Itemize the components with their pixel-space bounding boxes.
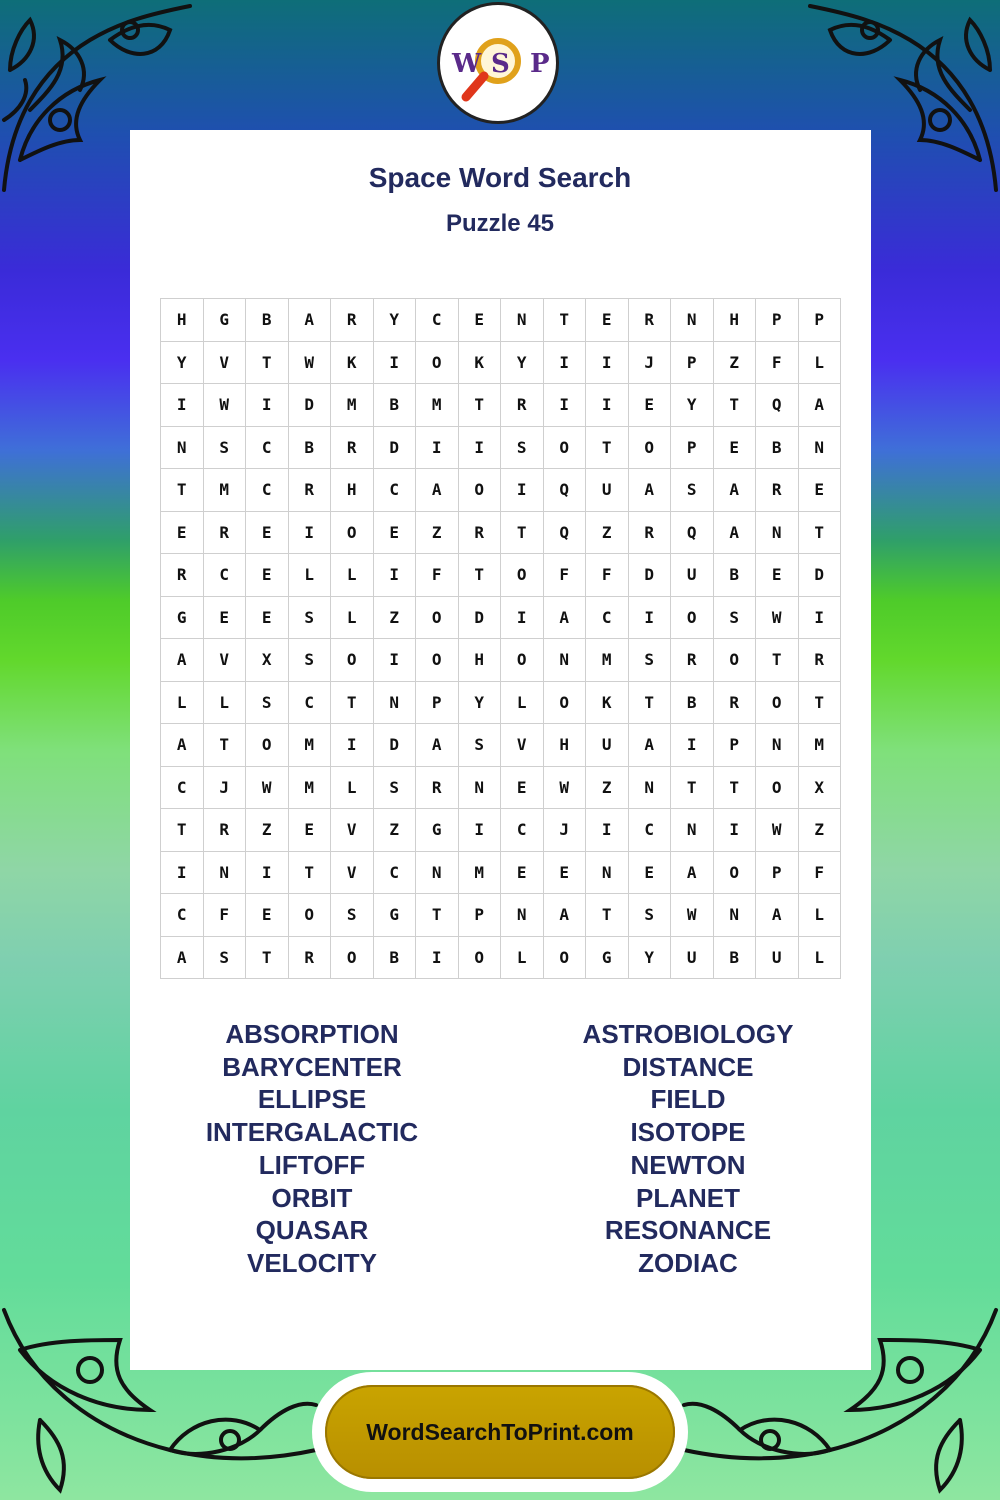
grid-cell[interactable]: I xyxy=(374,554,417,597)
grid-cell[interactable]: S xyxy=(289,639,332,682)
grid-cell[interactable]: E xyxy=(204,597,247,640)
word-list-item: ABSORPTION xyxy=(225,1019,399,1049)
grid-cell[interactable]: P xyxy=(671,427,714,470)
website-link-button[interactable]: WordSearchToPrint.com xyxy=(325,1385,675,1479)
grid-cell[interactable]: W xyxy=(756,597,799,640)
grid-cell[interactable]: T xyxy=(161,809,204,852)
logo-letter-w: W xyxy=(452,49,482,79)
grid-cell[interactable]: R xyxy=(501,384,544,427)
grid-cell[interactable]: L xyxy=(501,682,544,725)
grid-cell[interactable]: E xyxy=(501,852,544,895)
grid-cell[interactable]: P xyxy=(459,894,502,937)
grid-cell[interactable]: T xyxy=(204,724,247,767)
grid-cell[interactable]: L xyxy=(161,682,204,725)
grid-cell[interactable]: Y xyxy=(459,682,502,725)
grid-cell[interactable]: L xyxy=(799,937,842,980)
word-list-item: ZODIAC xyxy=(638,1247,738,1278)
grid-cell[interactable]: O xyxy=(459,469,502,512)
grid-cell[interactable]: F xyxy=(544,554,587,597)
grid-cell[interactable]: D xyxy=(374,724,417,767)
grid-cell[interactable]: D xyxy=(799,554,842,597)
grid-cell[interactable]: Z xyxy=(714,342,757,385)
letter-grid xyxy=(160,298,841,979)
grid-cell[interactable]: A xyxy=(799,384,842,427)
grid-cell[interactable]: C xyxy=(204,554,247,597)
grid-cell[interactable]: U xyxy=(671,554,714,597)
grid-cell[interactable]: I xyxy=(501,469,544,512)
grid-cell[interactable]: F xyxy=(799,852,842,895)
grid-cell[interactable]: B xyxy=(246,299,289,342)
grid-cell[interactable]: B xyxy=(289,427,332,470)
grid-cell[interactable]: J xyxy=(204,767,247,810)
grid-cell[interactable]: T xyxy=(799,512,842,555)
grid-cell[interactable]: M xyxy=(586,639,629,682)
grid-cell[interactable]: V xyxy=(204,639,247,682)
grid-cell[interactable]: A xyxy=(416,724,459,767)
grid-cell[interactable]: H xyxy=(331,469,374,512)
grid-cell[interactable]: N xyxy=(374,682,417,725)
grid-cell[interactable]: F xyxy=(586,554,629,597)
grid-cell[interactable]: C xyxy=(246,469,289,512)
grid-cell[interactable]: Z xyxy=(374,809,417,852)
grid-cell[interactable]: E xyxy=(544,852,587,895)
grid-cell[interactable]: U xyxy=(586,469,629,512)
grid-cell[interactable]: T xyxy=(246,342,289,385)
grid-cell[interactable]: H xyxy=(161,299,204,342)
grid-cell[interactable]: Z xyxy=(246,809,289,852)
grid-cell[interactable]: W xyxy=(289,342,332,385)
grid-cell[interactable]: P xyxy=(756,299,799,342)
grid-cell[interactable]: W xyxy=(246,767,289,810)
grid-cell[interactable]: T xyxy=(289,852,332,895)
grid-cell[interactable]: T xyxy=(756,639,799,682)
grid-cell[interactable]: F xyxy=(204,894,247,937)
word-list-item: BARYCENTER xyxy=(222,1051,402,1082)
grid-cell[interactable]: R xyxy=(671,639,714,682)
grid-cell[interactable]: M xyxy=(204,469,247,512)
word-list-item: VELOCITY xyxy=(246,1247,377,1278)
grid-cell[interactable]: T xyxy=(246,937,289,980)
grid-cell[interactable]: I xyxy=(501,597,544,640)
grid-cell[interactable]: C xyxy=(586,597,629,640)
grid-cell[interactable]: E xyxy=(756,554,799,597)
grid-cell[interactable]: G xyxy=(416,809,459,852)
grid-cell[interactable]: F xyxy=(416,554,459,597)
grid-cell[interactable]: O xyxy=(416,342,459,385)
grid-cell[interactable]: S xyxy=(629,639,672,682)
grid-cell[interactable]: O xyxy=(756,682,799,725)
grid-cell[interactable]: A xyxy=(544,894,587,937)
grid-cell[interactable]: R xyxy=(416,767,459,810)
grid-cell[interactable]: A xyxy=(416,469,459,512)
grid-cell[interactable]: T xyxy=(331,682,374,725)
grid-cell[interactable]: O xyxy=(544,427,587,470)
grid-cell[interactable]: B xyxy=(714,937,757,980)
grid-cell[interactable]: A xyxy=(629,469,672,512)
grid-cell[interactable]: E xyxy=(289,809,332,852)
grid-cell[interactable]: O xyxy=(246,724,289,767)
grid-cell[interactable]: A xyxy=(714,512,757,555)
grid-cell[interactable]: L xyxy=(501,937,544,980)
grid-cell[interactable]: O xyxy=(671,597,714,640)
grid-cell[interactable]: I xyxy=(586,384,629,427)
grid-cell[interactable]: E xyxy=(714,427,757,470)
grid-cell[interactable]: S xyxy=(714,597,757,640)
grid-cell[interactable]: E xyxy=(246,597,289,640)
grid-cell[interactable]: A xyxy=(671,852,714,895)
grid-cell[interactable]: O xyxy=(629,427,672,470)
grid-cell[interactable]: O xyxy=(289,894,332,937)
grid-cell[interactable]: M xyxy=(331,384,374,427)
grid-cell[interactable]: R xyxy=(331,427,374,470)
grid-cell[interactable]: V xyxy=(331,809,374,852)
grid-cell[interactable]: C xyxy=(629,809,672,852)
grid-cell[interactable]: A xyxy=(161,724,204,767)
grid-cell[interactable]: T xyxy=(416,894,459,937)
grid-cell[interactable]: L xyxy=(799,342,842,385)
grid-cell[interactable]: A xyxy=(289,299,332,342)
grid-cell[interactable]: P xyxy=(799,299,842,342)
grid-cell[interactable]: S xyxy=(204,427,247,470)
grid-cell[interactable]: I xyxy=(416,427,459,470)
grid-cell[interactable]: C xyxy=(416,299,459,342)
grid-cell[interactable]: C xyxy=(501,809,544,852)
grid-cell[interactable]: I xyxy=(799,597,842,640)
grid-cell[interactable]: X xyxy=(246,639,289,682)
grid-cell[interactable]: N xyxy=(799,427,842,470)
grid-cell[interactable]: Y xyxy=(671,384,714,427)
grid-cell[interactable]: T xyxy=(586,427,629,470)
grid-cell[interactable]: S xyxy=(246,682,289,725)
grid-cell[interactable]: E xyxy=(501,767,544,810)
grid-cell[interactable]: I xyxy=(416,937,459,980)
grid-cell[interactable]: T xyxy=(671,767,714,810)
grid-cell[interactable]: C xyxy=(161,894,204,937)
grid-cell[interactable]: O xyxy=(501,639,544,682)
grid-cell[interactable]: U xyxy=(586,724,629,767)
grid-cell[interactable]: I xyxy=(544,384,587,427)
grid-cell[interactable]: T xyxy=(459,384,502,427)
grid-cell[interactable]: P xyxy=(756,852,799,895)
grid-cell[interactable]: R xyxy=(799,639,842,682)
grid-cell[interactable]: D xyxy=(374,427,417,470)
word-list-item: DISTANCE xyxy=(622,1051,754,1082)
word-list-item: ELLIPSE xyxy=(257,1084,367,1115)
grid-cell[interactable]: E xyxy=(246,512,289,555)
grid-cell[interactable]: G xyxy=(374,894,417,937)
grid-cell[interactable]: R xyxy=(331,299,374,342)
grid-cell[interactable]: L xyxy=(204,682,247,725)
grid-cell[interactable]: M xyxy=(289,767,332,810)
grid-cell[interactable]: E xyxy=(246,554,289,597)
grid-cell[interactable]: J xyxy=(544,809,587,852)
grid-cell[interactable]: N xyxy=(204,852,247,895)
word-list-item: QUASAR xyxy=(255,1215,369,1246)
grid-cell[interactable]: A xyxy=(544,597,587,640)
grid-cell[interactable]: X xyxy=(799,767,842,810)
grid-cell[interactable]: Z xyxy=(586,767,629,810)
grid-cell[interactable]: E xyxy=(629,384,672,427)
grid-cell[interactable]: Q xyxy=(756,384,799,427)
grid-cell[interactable]: W xyxy=(671,894,714,937)
grid-cell[interactable]: I xyxy=(374,639,417,682)
grid-cell[interactable]: V xyxy=(204,342,247,385)
grid-cell[interactable]: I xyxy=(459,427,502,470)
grid-cell[interactable]: T xyxy=(586,894,629,937)
grid-cell[interactable]: W xyxy=(544,767,587,810)
grid-cell[interactable]: O xyxy=(331,512,374,555)
grid-cell[interactable]: R xyxy=(204,512,247,555)
grid-cell[interactable]: B xyxy=(671,682,714,725)
grid-cell[interactable]: I xyxy=(374,342,417,385)
page-title: Space Word Search xyxy=(368,162,632,193)
word-list-item: NEWTON xyxy=(630,1149,746,1180)
grid-cell[interactable]: E xyxy=(459,299,502,342)
grid-cell[interactable]: I xyxy=(629,597,672,640)
grid-cell[interactable]: S xyxy=(374,767,417,810)
grid-cell[interactable]: L xyxy=(331,597,374,640)
word-list-right xyxy=(538,1018,838,1280)
grid-cell[interactable]: U xyxy=(671,937,714,980)
grid-cell[interactable]: B xyxy=(756,427,799,470)
grid-cell[interactable]: O xyxy=(459,937,502,980)
grid-cell[interactable]: K xyxy=(586,682,629,725)
grid-cell[interactable]: C xyxy=(289,682,332,725)
grid-cell[interactable]: Q xyxy=(671,512,714,555)
grid-cell[interactable]: D xyxy=(289,384,332,427)
grid-cell[interactable]: G xyxy=(586,937,629,980)
grid-cell[interactable]: I xyxy=(246,384,289,427)
grid-cell[interactable]: N xyxy=(629,767,672,810)
grid-cell[interactable]: F xyxy=(756,342,799,385)
grid-cell[interactable]: T xyxy=(161,469,204,512)
grid-cell[interactable]: E xyxy=(586,299,629,342)
grid-cell[interactable]: N xyxy=(586,852,629,895)
grid-cell[interactable]: D xyxy=(459,597,502,640)
grid-cell[interactable]: A xyxy=(161,639,204,682)
grid-cell[interactable]: A xyxy=(756,894,799,937)
grid-cell[interactable]: E xyxy=(629,852,672,895)
grid-cell[interactable]: A xyxy=(629,724,672,767)
grid-cell[interactable]: N xyxy=(459,767,502,810)
word-list-item: FIELD xyxy=(650,1084,726,1115)
grid-cell[interactable]: R xyxy=(629,512,672,555)
grid-cell[interactable]: O xyxy=(331,937,374,980)
logo-letter-s: S xyxy=(491,49,510,79)
grid-cell[interactable]: N xyxy=(416,852,459,895)
grid-cell[interactable]: N xyxy=(671,299,714,342)
grid-cell[interactable]: R xyxy=(629,299,672,342)
grid-cell[interactable]: Q xyxy=(544,469,587,512)
grid-cell[interactable]: O xyxy=(331,639,374,682)
grid-cell[interactable]: P xyxy=(416,682,459,725)
grid-cell[interactable]: N xyxy=(544,639,587,682)
word-list-item: ASTROBIOLOGY xyxy=(582,1019,794,1049)
grid-cell[interactable]: I xyxy=(161,384,204,427)
grid-cell[interactable]: O xyxy=(714,852,757,895)
grid-cell[interactable]: S xyxy=(501,427,544,470)
grid-cell[interactable]: Z xyxy=(374,597,417,640)
grid-cell[interactable]: S xyxy=(671,469,714,512)
grid-cell[interactable]: U xyxy=(756,937,799,980)
grid-cell[interactable]: O xyxy=(416,597,459,640)
word-list-item: RESONANCE xyxy=(604,1215,772,1246)
grid-cell[interactable]: S xyxy=(331,894,374,937)
grid-cell[interactable]: H xyxy=(544,724,587,767)
grid-cell[interactable]: A xyxy=(714,469,757,512)
grid-cell[interactable]: L xyxy=(799,894,842,937)
grid-cell[interactable]: B xyxy=(714,554,757,597)
grid-cell[interactable]: R xyxy=(289,937,332,980)
grid-cell[interactable]: S xyxy=(459,724,502,767)
grid-cell[interactable]: A xyxy=(161,937,204,980)
grid-cell[interactable]: R xyxy=(756,469,799,512)
grid-cell[interactable]: T xyxy=(544,299,587,342)
grid-cell[interactable]: M xyxy=(459,852,502,895)
grid-cell[interactable]: K xyxy=(459,342,502,385)
grid-cell[interactable]: E xyxy=(161,512,204,555)
grid-cell[interactable]: O xyxy=(416,639,459,682)
grid-cell[interactable]: M xyxy=(799,724,842,767)
grid-cell[interactable]: L xyxy=(331,767,374,810)
grid-cell[interactable]: R xyxy=(459,512,502,555)
word-list-item: LIFTOFF xyxy=(258,1149,366,1180)
word-list-left xyxy=(162,1018,462,1280)
grid-cell[interactable]: E xyxy=(799,469,842,512)
grid-cell[interactable]: I xyxy=(544,342,587,385)
grid-cell[interactable]: E xyxy=(246,894,289,937)
grid-cell[interactable]: R xyxy=(714,682,757,725)
grid-cell[interactable]: Y xyxy=(374,299,417,342)
grid-cell[interactable]: O xyxy=(714,639,757,682)
grid-cell[interactable]: M xyxy=(416,384,459,427)
grid-cell[interactable]: S xyxy=(204,937,247,980)
grid-cell[interactable]: I xyxy=(671,724,714,767)
grid-cell[interactable]: D xyxy=(629,554,672,597)
grid-cell[interactable]: O xyxy=(544,937,587,980)
word-list-item: PLANET xyxy=(636,1182,740,1213)
word-list-item: ISOTOPE xyxy=(630,1117,746,1148)
grid-cell[interactable]: N xyxy=(671,809,714,852)
grid-cell[interactable]: C xyxy=(161,767,204,810)
grid-cell[interactable]: T xyxy=(459,554,502,597)
grid-cell[interactable]: Z xyxy=(416,512,459,555)
grid-cell[interactable]: W xyxy=(756,809,799,852)
grid-cell[interactable]: M xyxy=(289,724,332,767)
grid-cell[interactable]: W xyxy=(204,384,247,427)
grid-cell[interactable]: P xyxy=(714,724,757,767)
grid-cell[interactable]: V xyxy=(331,852,374,895)
grid-cell[interactable]: E xyxy=(374,512,417,555)
grid-cell[interactable]: I xyxy=(586,809,629,852)
grid-cell[interactable]: Q xyxy=(544,512,587,555)
grid-cell[interactable]: I xyxy=(246,852,289,895)
grid-cell[interactable]: Y xyxy=(161,342,204,385)
grid-cell[interactable]: O xyxy=(756,767,799,810)
grid-cell[interactable]: I xyxy=(714,809,757,852)
grid-cell[interactable]: N xyxy=(756,512,799,555)
grid-cell[interactable]: H xyxy=(714,299,757,342)
grid-cell[interactable]: I xyxy=(459,809,502,852)
grid-cell[interactable]: O xyxy=(544,682,587,725)
grid-cell[interactable]: N xyxy=(714,894,757,937)
grid-cell[interactable]: S xyxy=(629,894,672,937)
grid-cell[interactable]: R xyxy=(161,554,204,597)
grid-cell[interactable]: S xyxy=(289,597,332,640)
grid-cell[interactable]: C xyxy=(246,427,289,470)
grid-cell[interactable]: T xyxy=(629,682,672,725)
grid-cell[interactable]: T xyxy=(714,384,757,427)
puzzle-number: Puzzle 45 xyxy=(445,210,555,237)
grid-cell[interactable]: I xyxy=(161,852,204,895)
grid-cell[interactable]: T xyxy=(799,682,842,725)
grid-cell[interactable]: H xyxy=(459,639,502,682)
grid-cell[interactable]: I xyxy=(586,342,629,385)
grid-cell[interactable]: B xyxy=(374,384,417,427)
grid-cell[interactable]: T xyxy=(501,512,544,555)
grid-cell[interactable]: L xyxy=(331,554,374,597)
grid-cell[interactable]: G xyxy=(161,597,204,640)
grid-cell[interactable]: Z xyxy=(799,809,842,852)
grid-cell[interactable]: C xyxy=(374,852,417,895)
grid-cell[interactable]: N xyxy=(756,724,799,767)
grid-cell[interactable]: Z xyxy=(586,512,629,555)
grid-cell[interactable]: N xyxy=(161,427,204,470)
site-logo[interactable] xyxy=(437,2,559,124)
grid-cell[interactable]: K xyxy=(331,342,374,385)
grid-cell[interactable]: B xyxy=(374,937,417,980)
grid-cell[interactable]: T xyxy=(714,767,757,810)
grid-cell[interactable]: C xyxy=(374,469,417,512)
grid-cell[interactable]: J xyxy=(629,342,672,385)
grid-cell[interactable]: R xyxy=(289,469,332,512)
grid-cell[interactable]: I xyxy=(331,724,374,767)
grid-cell[interactable]: I xyxy=(289,512,332,555)
grid-cell[interactable]: R xyxy=(204,809,247,852)
grid-cell[interactable]: L xyxy=(289,554,332,597)
logo-letter-p: P xyxy=(530,49,550,79)
grid-cell[interactable]: O xyxy=(501,554,544,597)
grid-cell[interactable]: N xyxy=(501,894,544,937)
grid-cell[interactable]: G xyxy=(204,299,247,342)
grid-cell[interactable]: Y xyxy=(501,342,544,385)
word-list-item: INTERGALACTIC xyxy=(205,1117,419,1148)
grid-cell[interactable]: V xyxy=(501,724,544,767)
grid-cell[interactable]: N xyxy=(501,299,544,342)
grid-cell[interactable]: Y xyxy=(629,937,672,980)
word-list-item: ORBIT xyxy=(271,1182,353,1213)
grid-cell[interactable]: P xyxy=(671,342,714,385)
